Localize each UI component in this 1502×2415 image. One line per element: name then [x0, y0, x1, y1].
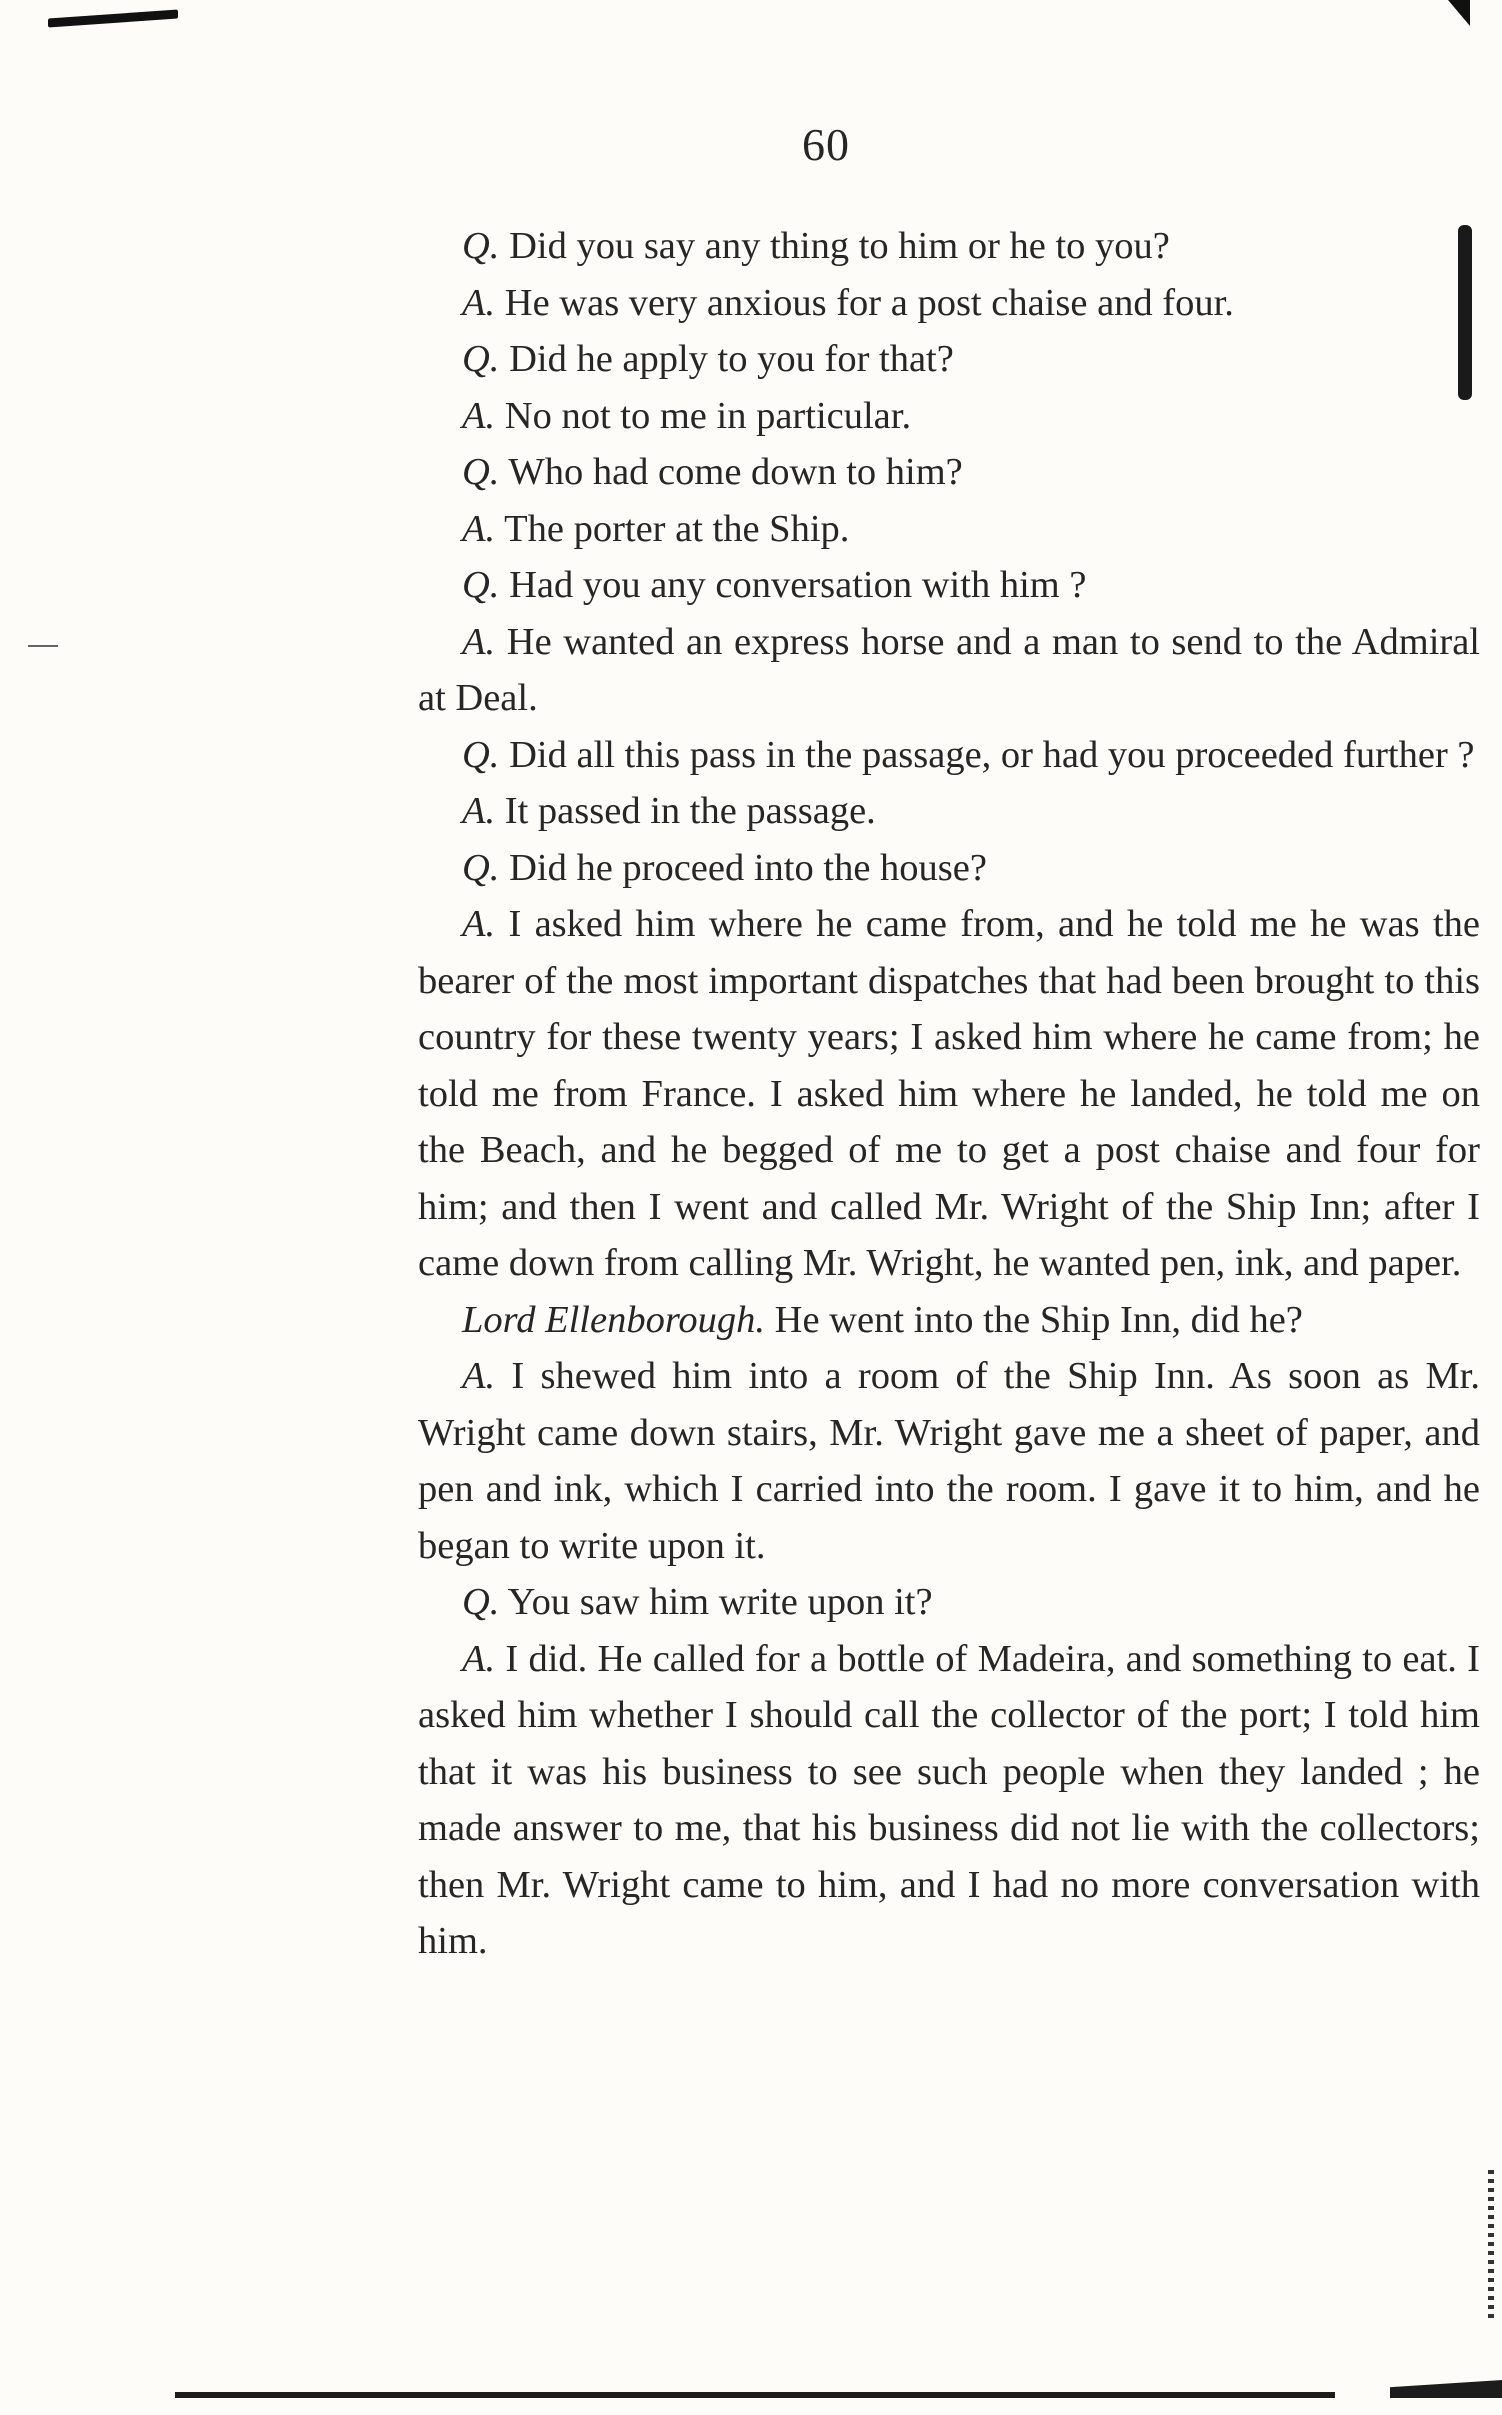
paragraph-text: He was very anxious for a post chaise and four. [495, 281, 1234, 324]
paragraph-text: He went into the Ship Inn, did he? [765, 1298, 1303, 1341]
paragraph-text: You saw him write upon it? [499, 1581, 933, 1623]
scan-artifact-edge-lower [1488, 2170, 1494, 2320]
paragraph [418, 388, 1480, 445]
speaker-label: A. [462, 620, 496, 663]
scan-artifact-corner [48, 9, 178, 27]
speaker-label: Q. [462, 1581, 500, 1623]
paragraph-text: Did all this pass in the passage, or had you proceeded further ? [499, 733, 1475, 776]
speaker-label: A. [462, 1637, 496, 1680]
paragraph [418, 275, 1480, 332]
scan-artifact-bottom-rule [175, 2392, 1335, 2398]
paragraph [418, 557, 1480, 614]
speaker-label: Q. [462, 846, 500, 889]
speaker-label: Q. [462, 338, 500, 380]
paragraph-text: Did you say any thing to him or he to you? [499, 225, 1170, 267]
paragraph [418, 1348, 1480, 1574]
paragraph-text: No not to me in particular. [495, 394, 912, 437]
paragraph [418, 896, 1480, 1292]
paragraph [418, 783, 1480, 840]
speaker-label: A. [462, 507, 496, 550]
paragraph [418, 331, 1480, 388]
speaker-label: A. [462, 903, 496, 945]
paragraph [418, 444, 1480, 501]
speaker-label: Q. [462, 564, 500, 606]
paragraph-text: Did he apply to you for that? [499, 338, 954, 380]
paragraph [418, 501, 1480, 558]
paragraph-text: Who had come down to him? [499, 451, 963, 493]
page-body [418, 218, 1480, 1970]
speaker-label: A. [462, 281, 496, 324]
paragraph-text: I did. He called for a bottle of Madeira, and something to eat. I asked him whether I should call the collector of the port; I told him that it was his business to see such people when they landed ; he made answer to me, that his business did not lie with the collectors; then Mr. Wright came to him, and I had no more conversation with him. [418, 1637, 1480, 1962]
paragraph [418, 727, 1480, 784]
paragraph-text: The porter at the Ship. [495, 507, 850, 550]
speaker-label: Q. [462, 733, 500, 776]
paragraph [418, 614, 1480, 727]
paragraph [418, 1631, 1480, 1970]
paragraph-text: I asked him where he came from, and he told me he was the bearer of the most important dispatches that had been brought to this country for these twenty years; I asked him where he came from; he told me from France. I asked him where he landed, he told me on the Beach, and he begged of me to get a post chaise and four for him; and then I went and called Mr. Wright of the Ship Inn; after I came down from calling Mr. Wright, he wanted pen, ink, and paper. [418, 903, 1480, 1284]
paragraph-text: He wanted an express horse and a man to send to the Admiral at Deal. [418, 620, 1480, 719]
speaker-label: A. [462, 790, 496, 832]
scan-artifact-tick [28, 645, 58, 647]
scan-artifact-corner-right [1448, 0, 1470, 26]
speaker-label: A. [462, 1355, 496, 1397]
speaker-label: Q. [462, 225, 500, 267]
speaker-label: A. [462, 394, 496, 437]
paragraph-text: It passed in the passage. [495, 790, 876, 832]
speaker-label: Lord Ellenborough. [462, 1298, 766, 1341]
speaker-label: Q. [462, 451, 500, 493]
paragraph [418, 840, 1480, 897]
paragraph-text: Had you any conversation with him ? [499, 564, 1087, 606]
page-number: 60 [802, 119, 850, 170]
paragraph [418, 218, 1480, 275]
paragraph-text: I shewed him into a room of the Ship Inn. As soon as Mr. Wright came down stairs, Mr. Wright gave me a sheet of paper, and pen and ink, which I carried into the room. I gave it to him, and he began to write upon it. [418, 1355, 1480, 1567]
paragraph [418, 1574, 1480, 1631]
paragraph-text: Did he proceed into the house? [499, 846, 987, 889]
paragraph [418, 1292, 1480, 1349]
scan-artifact-bottom-edge [1390, 2380, 1502, 2398]
